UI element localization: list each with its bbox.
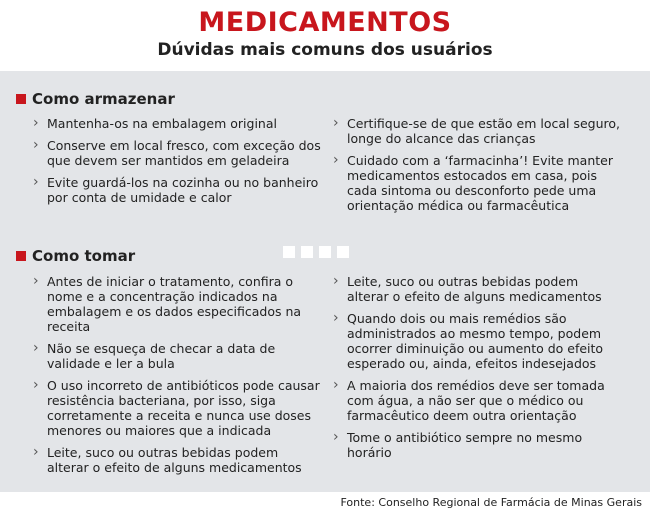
- list-item-text: Conserve em local fresco, com exceção dos que devem ser mantidos em geladeira: [47, 138, 321, 168]
- chevron-right-icon: ›: [333, 115, 339, 131]
- list-item-text: Leite, suco ou outras bebidas podem alterar o efeito de alguns medicamentos: [47, 445, 302, 475]
- list-item: [33, 274, 323, 334]
- list-item: [333, 153, 623, 213]
- chevron-right-icon: ›: [33, 115, 39, 131]
- list-item-text: Antes de iniciar o tratamento, confira o nome e a concentração indicados na embalagem e os dados especificados na receita: [47, 274, 302, 334]
- list-item: [333, 116, 623, 146]
- divider-square: [337, 246, 349, 258]
- section-heading-store: [16, 90, 175, 108]
- divider-square: [283, 246, 295, 258]
- store-left-column: [33, 116, 323, 212]
- chevron-right-icon: ›: [333, 152, 339, 168]
- list-item: [33, 175, 323, 205]
- list-item: [33, 341, 323, 371]
- chevron-right-icon: ›: [33, 273, 39, 289]
- list-item-text: Mantenha-os na embalagem original: [47, 116, 277, 131]
- page-title: MEDICAMENTOS: [198, 7, 452, 38]
- chevron-right-icon: ›: [33, 444, 39, 460]
- divider-square: [319, 246, 331, 258]
- list-item: [333, 274, 623, 304]
- list-item-text: Não se esqueça de checar a data de validade e ler a bula: [47, 341, 276, 371]
- list-item-text: Leite, suco ou outras bebidas podem alterar o efeito de alguns medicamentos: [347, 274, 602, 304]
- red-square-icon: [16, 94, 26, 104]
- chevron-right-icon: ›: [333, 429, 339, 445]
- chevron-right-icon: ›: [33, 174, 39, 190]
- list-item-text: Tome o antibiótico sempre no mesmo horário: [347, 430, 583, 460]
- section-divider: [283, 246, 349, 258]
- section-heading-take: [16, 247, 135, 265]
- list-item: [33, 138, 323, 168]
- chevron-right-icon: ›: [333, 273, 339, 289]
- list-item: [33, 378, 323, 438]
- chevron-right-icon: ›: [33, 340, 39, 356]
- section-heading-take-label: Como tomar: [32, 247, 136, 265]
- list-item-text: A maioria dos remédios deve ser tomada com água, a não ser que o médico ou farmacêutico deem outra orientação: [347, 378, 605, 423]
- list-item-text: Cuidado com a ‘farmacinha’! Evite manter medicamentos estocados em casa, pois cada sintoma ou desconforto pede uma orientação médica ou farmacêutica: [347, 153, 613, 213]
- chevron-right-icon: ›: [333, 377, 339, 393]
- take-left-column: [33, 274, 323, 482]
- list-item-text: Evite guardá-los na cozinha ou no banheiro por conta de umidade e calor: [47, 175, 319, 205]
- list-item-text: O uso incorreto de antibióticos pode causar resistência bacteriana, por isso, siga corretamente a receita e nunca use doses menores ou maiores que a indicada: [47, 378, 320, 438]
- list-item: [333, 378, 623, 423]
- list-item: [333, 311, 623, 371]
- list-item: [33, 445, 323, 475]
- list-item-text: Certifique-se de que estão em local seguro, longe do alcance das crianças: [347, 116, 621, 146]
- divider-square: [301, 246, 313, 258]
- section-heading-store-label: Como armazenar: [32, 90, 175, 108]
- list-item: [33, 116, 323, 131]
- source-credit: Fonte: Conselho Regional de Farmácia de Minas Gerais: [340, 496, 642, 509]
- page-subtitle: Dúvidas mais comuns dos usuários: [157, 40, 493, 60]
- red-square-icon: [16, 251, 26, 261]
- take-right-column: [333, 274, 623, 467]
- list-item-text: Quando dois ou mais remédios são administrados ao mesmo tempo, podem ocorrer diminuição ou aumento do efeito esperado ou, ainda, efeitos indesejados: [347, 311, 604, 371]
- store-right-column: [333, 116, 623, 220]
- chevron-right-icon: ›: [333, 310, 339, 326]
- chevron-right-icon: ›: [33, 137, 39, 153]
- list-item: [333, 430, 623, 460]
- chevron-right-icon: ›: [33, 377, 39, 393]
